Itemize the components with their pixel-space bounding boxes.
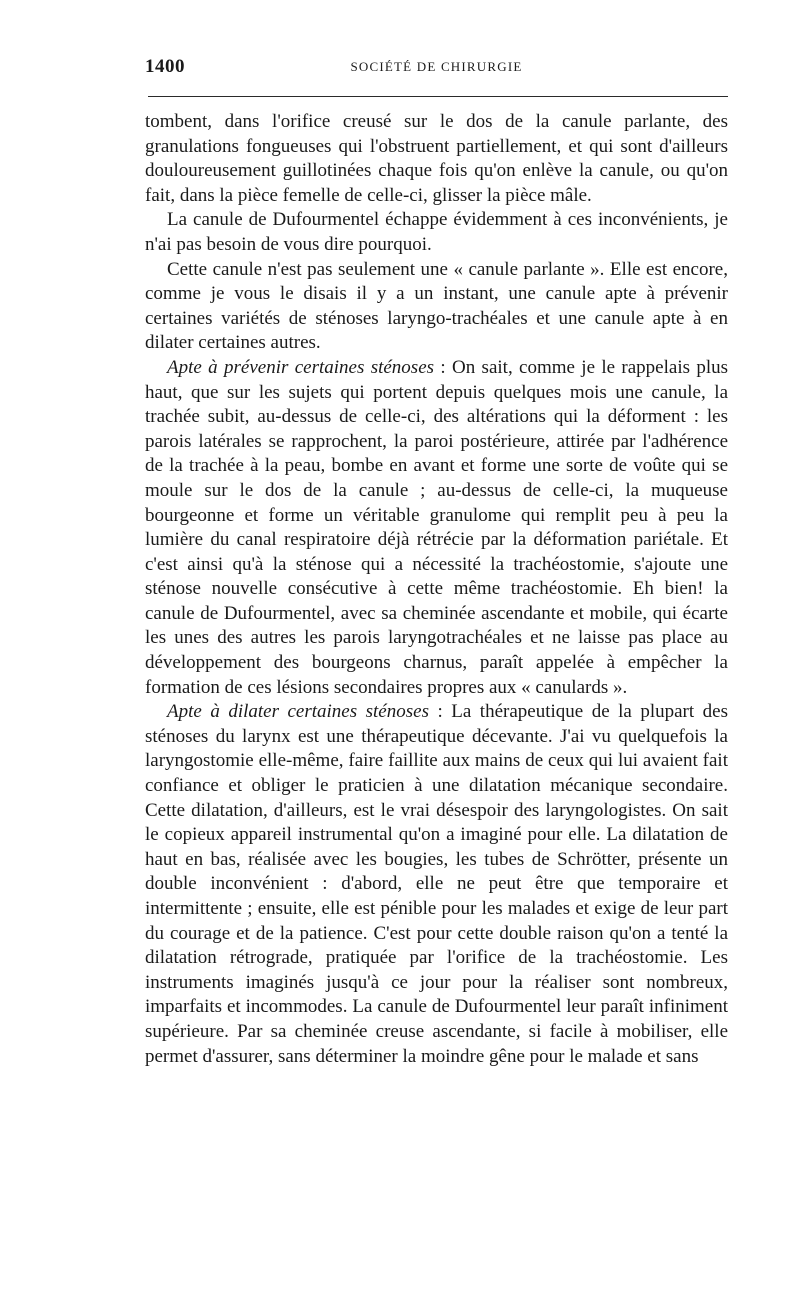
paragraph-text: : On sait, comme je le rappelais plus haut, que sur les sujets qui portent depuis quelques mois une canule, la trachée subit, au-dessus de celle-ci, des altérations qui la déforment : les parois latérales se rapprochent, la paroi postérieure, attirée par l'adhérence de la trachée à la peau, bombe en avant et forme une sorte de voûte qui se moule sur le dos de la canule ; au-dessus de celle-ci, la muqueuse bourgeonne et forme un véritable granulome qui remplit peu à peu la lumière du canal respiratoire déjà rétrécie par la déformation pariétale. Et c'est ainsi qu'à la sténose qui a nécessité la trachéostomie, s'ajoute une sténose nouvelle consécutive à cette même trachéostomie. Eh bien! la canule de Dufourmentel, avec sa cheminée ascendante et mobile, qui écarte les unes des autres les parois laryngotrachéales et ne laisse pas place au développement des bourgeons charnus, paraît appelée à empêcher la formation de ces lésions secondaires propres aux « canulards ». — [145, 356, 729, 698]
paragraph-prevenir-stenoses — [145, 356, 728, 700]
paragraph-dilater-stenoses — [145, 700, 728, 1069]
running-title: SOCIÉTÉ DE CHIRURGIE — [350, 59, 523, 74]
paragraph-text: Cette canule n'est pas seulement une « canule parlante ». Elle est encore, comme je vous le disais il y a un instant, une canule apte à prévenir certaines variétés de sténoses laryngo-trachéales et une canule apte à en dilater certaines autres. — [145, 258, 728, 354]
paragraph-dufourmentel-canule — [145, 208, 728, 257]
paragraph-text: La canule de Dufourmentel échappe évidemment à ces inconvénients, je n'ai pas besoin de vous dire pourquoi. — [145, 209, 728, 255]
paragraph-text: : La thérapeutique de la plupart des sténoses du larynx est une thérapeutique décevante. J'ai vu quelquefois la laryngostomie elle-même, faire faillite aux mains de ceux qui lui avaient fait confiance et obliger le praticien à une dilatation mécanique secondaire. Cette dilatation, d'ailleurs, est le vrai désespoir des laryngologistes. On sait le copieux appareil instrumental qu'on a imaginé pour elle. La dilatation de haut en bas, réalisée avec les bougies, les tubes de Schrötter, présente un double inconvénient : d'abord, elle ne peut être que temporaire et intermittente ; ensuite, elle est pénible pour les malades et exige de leur part du courage et de la patience. C'est pour cette double raison qu'on a tenté la dilatation rétrograde, pratiquée par l'orifice de la trachéostomie. Les instruments imaginés jusqu'à ce jour pour la réaliser sont nombreux, imparfaits et incommodes. La canule de Dufourmentel leur paraît infiniment supérieure. Par sa cheminée creuse ascendante, si facile à mobiliser, elle permet d'assurer, sans déterminer la moindre gêne pour le malade et sans — [145, 701, 728, 1067]
paragraph-continuation — [145, 110, 728, 208]
paragraph-lead-italic: Apte à dilater certaines sténoses — [167, 701, 429, 723]
body-text — [145, 110, 728, 1069]
page-number: 1400 — [145, 56, 185, 77]
header-rule — [148, 96, 728, 97]
paragraph-lead-italic: Apte à prévenir certaines sténoses — [167, 356, 435, 378]
paragraph-canule-parlante — [145, 258, 728, 356]
paragraph-text: tombent, dans l'orifice creusé sur le dos de la canule parlante, des granulations fongueuses qui l'obstruent partiellement, et qui sont d'ailleurs douloureusement guillotinées chaque fois qu'on enlève la canule, ou qu'on fait, dans la pièce femelle de celle-ci, glisser la pièce mâle. — [145, 111, 728, 206]
running-head — [145, 56, 728, 82]
